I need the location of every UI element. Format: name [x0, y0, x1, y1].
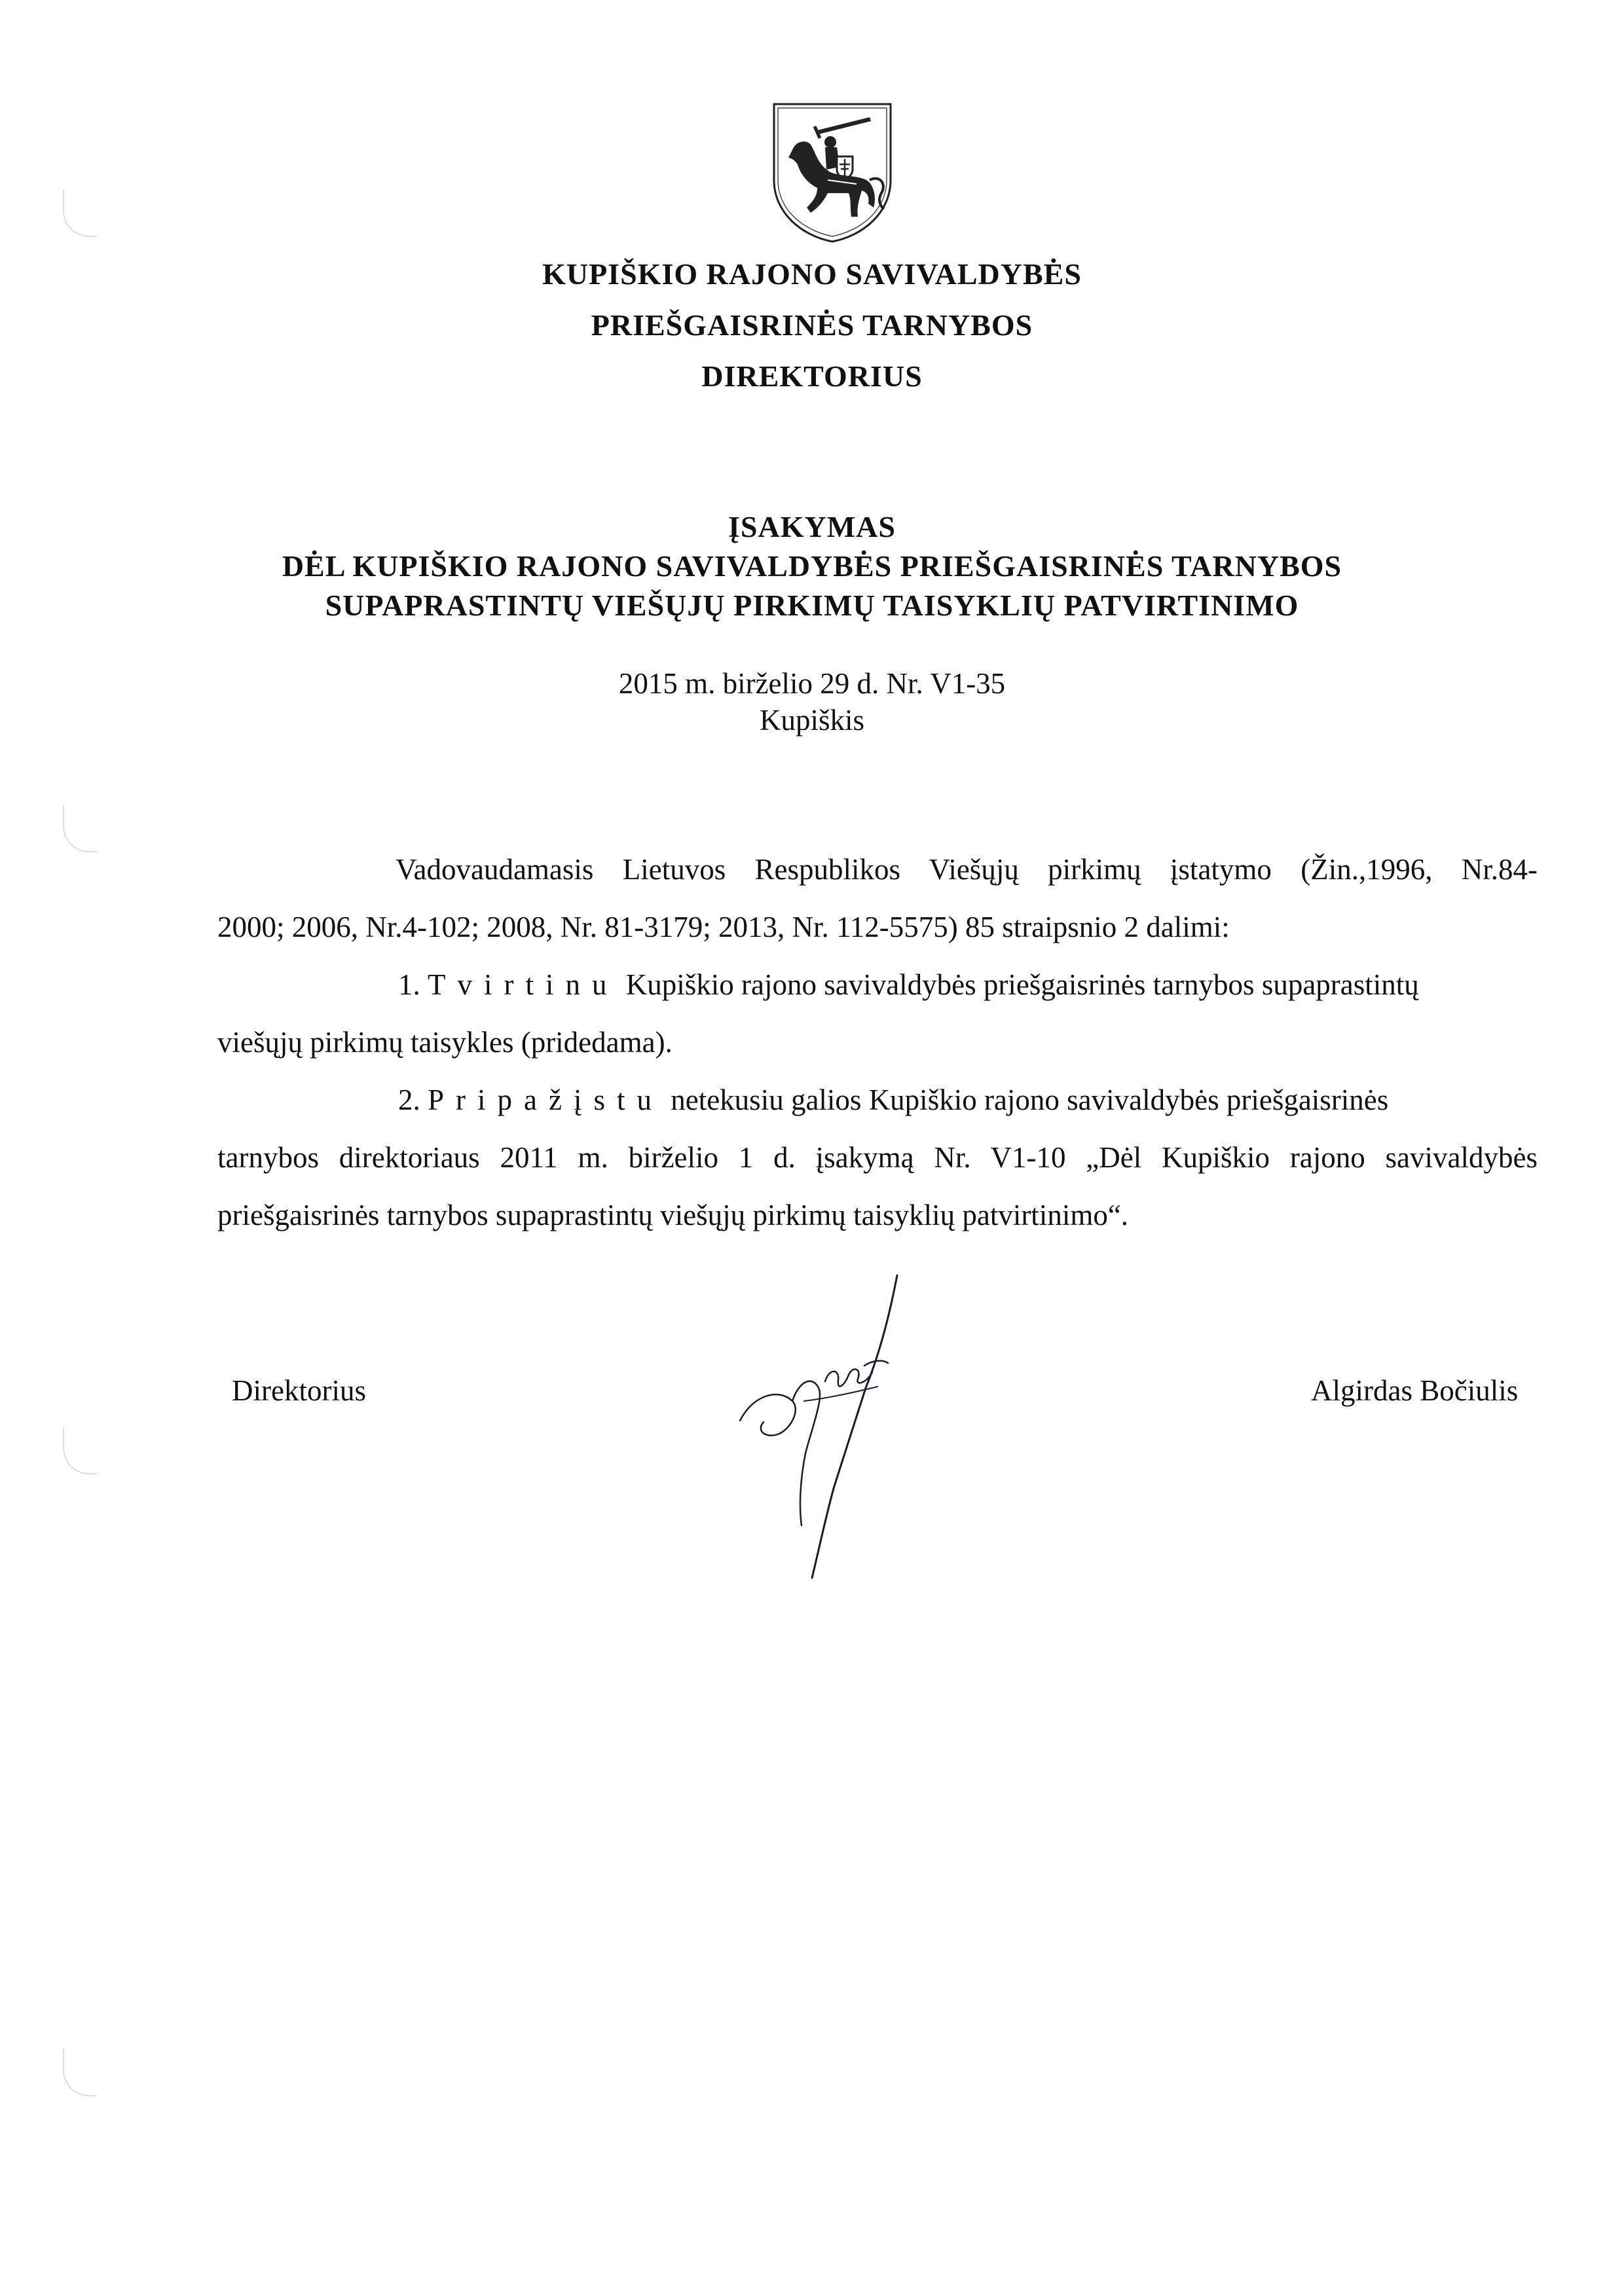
institution-name-line-2: PRIEŠGAISRINĖS TARNYBOS — [591, 308, 1033, 342]
document-title-line-1: DĖL KUPIŠKIO RAJONO SAVIVALDYBĖS PRIEŠGAISRINĖS TARNYBOS — [282, 549, 1342, 583]
punch-hole-mark — [63, 2049, 97, 2096]
item-1-line-1 — [398, 968, 1419, 1002]
item-1-number: 1. — [398, 968, 420, 1001]
item-1-text: Kupiškio rajono savivaldybės priešgaisrinės tarnybos supaprastintų — [625, 968, 1419, 1001]
intro-paragraph-line-2: 2000; 2006, Nr.4-102; 2008, Nr. 81-3179; 2013, Nr. 112-5575) 85 straipsnio 2 dalimi: — [217, 911, 1230, 943]
intro-paragraph-line-1: Vadovaudamasis Lietuvos Respublikos Viešųjų pirkimų įstatymo (Žin.,1996, Nr.84- — [396, 853, 1538, 886]
document-type: ĮSAKYMAS — [728, 510, 896, 543]
item-2-text: netekusiu galios Kupiškio rajono savivaldybės priešgaisrinės — [671, 1084, 1389, 1116]
item-2-number: 2. — [398, 1084, 420, 1116]
vytis-coat-of-arms-icon — [771, 101, 893, 244]
institution-name-line-1: KUPIŠKIO RAJONO SAVIVALDYBĖS — [542, 257, 1082, 291]
punch-hole-mark — [63, 190, 97, 237]
item-2-line-1 — [398, 1083, 1388, 1117]
document-place: Kupiškis — [759, 704, 865, 737]
punch-hole-mark — [63, 805, 97, 852]
signatory-position: Direktorius — [232, 1374, 366, 1407]
document-date-number: 2015 m. birželio 29 d. Nr. V1-35 — [618, 667, 1006, 700]
punch-hole-mark — [63, 1427, 97, 1474]
handwritten-signature-icon — [727, 1270, 923, 1584]
item-2-line-3: priešgaisrinės tarnybos supaprastintų viešųjų pirkimų taisyklių patvirtinimo“. — [217, 1199, 1129, 1231]
document-title-line-2: SUPAPRASTINTŲ VIEŠŲJŲ PIRKIMŲ TAISYKLIŲ PATVIRTINIMO — [325, 589, 1299, 622]
item-2-line-2: tarnybos direktoriaus 2011 m. birželio 1 d. įsakymą Nr. V1-10 „Dėl Kupiškio rajono savivaldybės — [217, 1141, 1538, 1174]
item-2-keyword: Pripažįstu — [428, 1084, 663, 1116]
item-1-keyword: Tvirtinu — [428, 968, 619, 1001]
item-1-line-2: viešųjų pirkimų taisykles (pridedama). — [217, 1026, 673, 1059]
institution-role: DIREKTORIUS — [701, 359, 923, 393]
signatory-name: Algirdas Bočiulis — [1311, 1374, 1519, 1407]
